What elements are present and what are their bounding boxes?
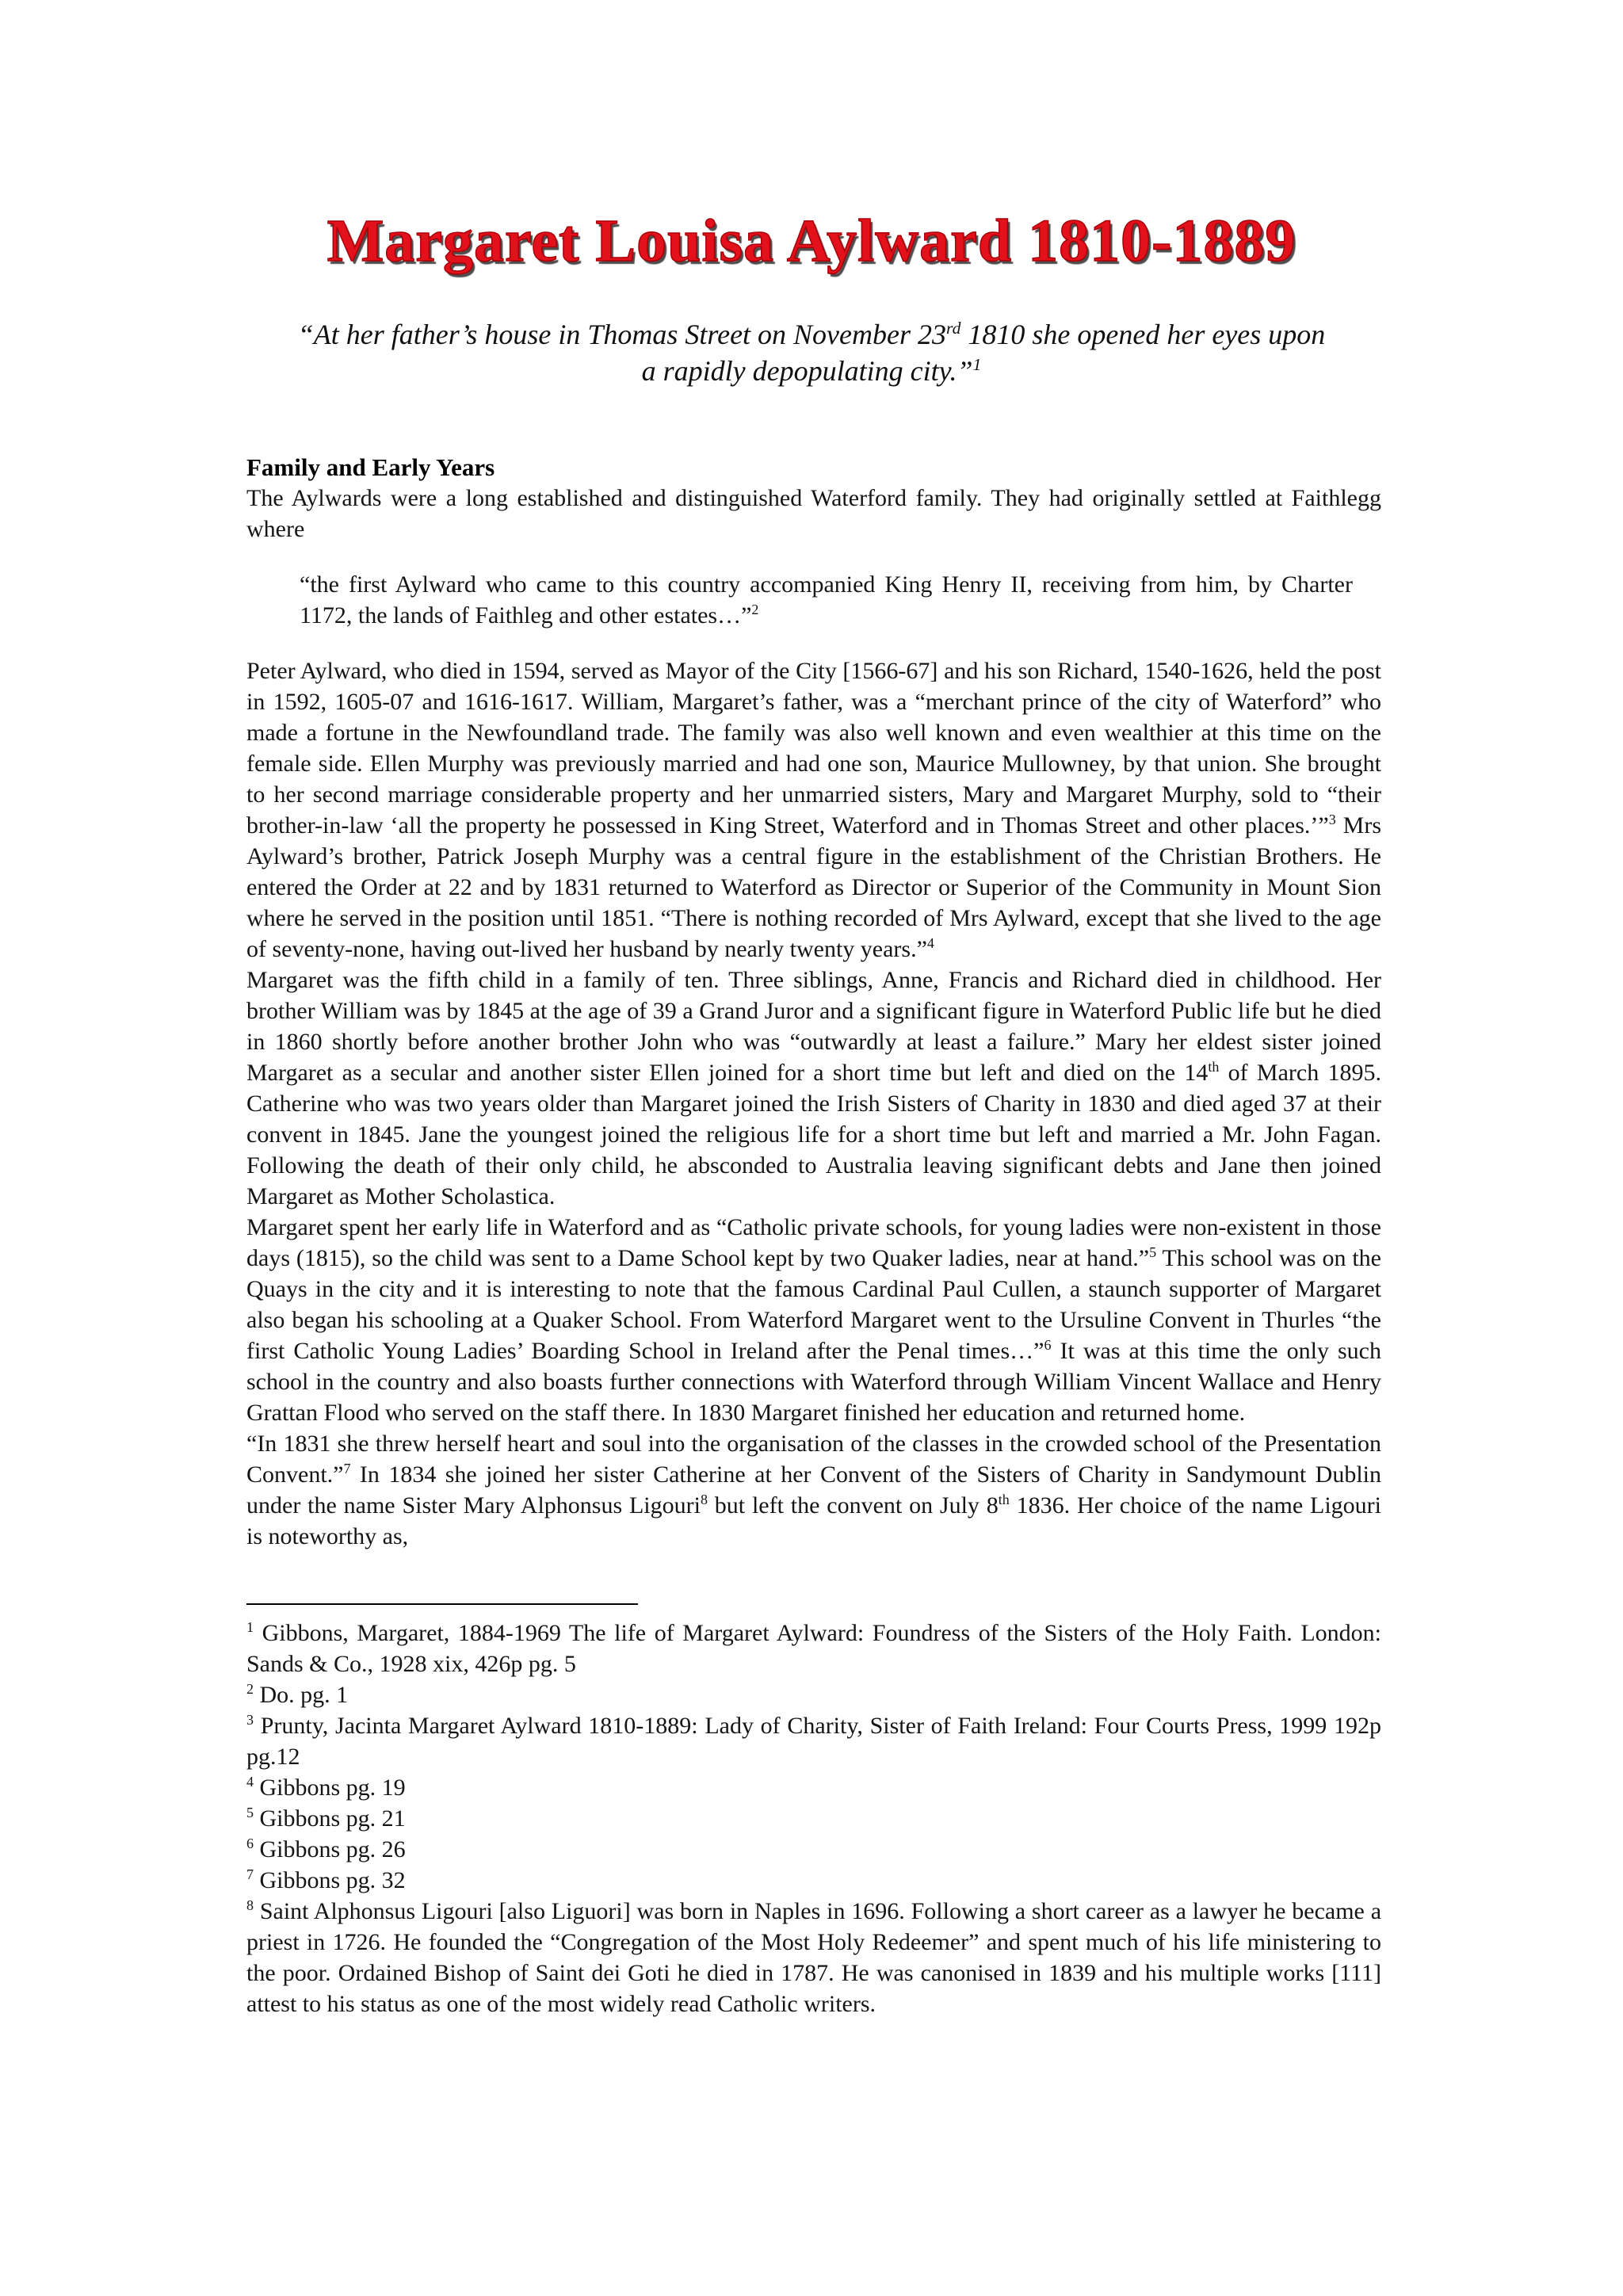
footnote [246, 1803, 1381, 1834]
footnote-number: 6 [246, 1836, 254, 1851]
text-run: Margaret was the fifth child in a family of ten. Three siblings, Anne, Francis and Richard died in childhood. Her brother William was by 1845 at the age of 39 a Grand Juror and a significant figure in Waterford Public life but he died in 1860 shortly before another brother John who was “outwardly at least a failure.” Mary her eldest sister joined Margaret as a secular and another sister Ellen joined for a short time but left and died on the 14 [246, 967, 1381, 1086]
footnote-text: Do. pg. 1 [259, 1682, 349, 1708]
footnote-ref: 5 [1149, 1244, 1157, 1260]
text-run: It was at this time the only such school in the country and also boasts further connections with Waterford through William Vincent Wallace and Henry Grattan Flood who served on the staff there. In 1830 Margaret finished her education and returned home. [246, 1338, 1381, 1426]
text-run: but left the convent on July 8 [707, 1492, 999, 1519]
footnote-text: Prunty, Jacinta Margaret Aylward 1810-1889: Lady of Charity, Sister of Faith Ireland: Four Courts Press, 1999 192p pg.12 [246, 1713, 1381, 1770]
footnote-ref: 4 [926, 935, 934, 951]
paragraph-family-history [246, 655, 1381, 965]
paragraph-siblings [246, 965, 1381, 1212]
footnote-number: 7 [246, 1866, 254, 1882]
footnote-text: Gibbons, Margaret, 1884-1969 The life of Margaret Aylward: Foundress of the Sisters of the Holy Faith. London: Sands & Co., 1928 xix, 426p pg. 5 [246, 1620, 1381, 1677]
footnote-ref: 7 [343, 1461, 351, 1477]
footnote-text: Saint Alphonsus Ligouri [also Liguori] was born in Naples in 1696. Following a short career as a lawyer he became a priest in 1726. He founded the “Congregation of the Most Holy Redeemer” and spent much of his life ministering to the poor. Ordained Bishop of Saint dei Goti he died in 1787. He was canonised in 1839 and his multiple works [111] attest to his status as one of the most widely read Catholic writers. [246, 1898, 1382, 2017]
ordinal-suffix: rd [946, 319, 961, 338]
paragraph-intro [246, 483, 1381, 544]
footnote-ref: 1 [972, 355, 982, 374]
footnote-number: 4 [246, 1774, 254, 1790]
footnote [246, 1679, 1381, 1710]
text-run: “the first Aylward who came to this country accompanied King Henry II, receiving from him, by Charter 1172, the lands of Faithleg and other estates…” [300, 571, 1353, 628]
text-run: Peter Aylward, who died in 1594, served as Mayor of the City [1566-67] and his son Richard, 1540-1626, held the post in 1592, 1605-07 and 1616-1617. William, Margaret’s father, was a “merchant prince of the city of Waterford” who made a fortune in the Newfoundland trade. The family was also well known and even wealthier at this time on the female side. Ellen Murphy was previously married and had one son, Maurice Mullowney, by that union. She brought to her second marriage considerable property and her unmarried sisters, Mary and Margaret Murphy, sold to “their brother-in-law ‘all the property he possessed in King Street, Waterford and in Thomas Street and other places.’” [246, 658, 1381, 839]
text-run: “In 1831 she threw herself heart and soul into the organisation of the classes in the crowded school of the Presentation Convent.” [246, 1431, 1381, 1488]
text-run: Mrs Aylward’s brother, Patrick Joseph Murphy was a central figure in the establishment of the Christian Brothers. He entered the Order at 22 and by 1831 returned to Waterford as Director or Superior of the Community in Mount Sion where he served in the position until 1851. “There is nothing recorded of Mrs Aylward, except that she lived to the age of seventy-none, having out-lived her husband by nearly twenty years.” [246, 812, 1381, 962]
footnote-text: Gibbons pg. 26 [259, 1836, 406, 1862]
footnote-text: Gibbons pg. 21 [259, 1805, 406, 1832]
footnotes-section [246, 1618, 1381, 2019]
footnote-number: 2 [246, 1681, 254, 1697]
document-body [246, 452, 1381, 2019]
footnote [246, 1896, 1381, 2019]
text-run: In 1834 she joined her sister Catherine at her Convent of the Sisters of Charity in Sandymount Dublin under the name Sister Mary Alphonsus Ligouri [246, 1461, 1381, 1519]
text-run: The Aylwards were a long established and distinguished Waterford family. They had originally settled at Faithlegg where [246, 485, 1381, 542]
footnote-divider [246, 1603, 638, 1605]
footnote-number: 1 [246, 1619, 254, 1635]
footnote-number: 8 [246, 1897, 254, 1913]
text-run: 1836. Her choice of the name Ligouri is noteworthy as, [246, 1492, 1381, 1549]
text-run: “At her father’s house in Thomas Street on November 23 [297, 319, 946, 350]
epigraph-quote [296, 316, 1327, 389]
section-heading: Family and Early Years [246, 453, 495, 481]
footnote-text: Gibbons pg. 32 [259, 1867, 406, 1893]
paragraph-convent [246, 1428, 1381, 1552]
footnote-number: 3 [246, 1712, 254, 1728]
ordinal-suffix: th [998, 1492, 1010, 1507]
text-run: of March 1895. Catherine who was two years older than Margaret joined the Irish Sisters of Charity in 1830 and died aged 37 at their convent in 1845. Jane the youngest joined the religious life for a short time but left and married a Mr. John Fagan. Following the death of their only child, he absconded to Australia leaving significant debts and Jane then joined Margaret as Mother Scholastica. [246, 1060, 1381, 1209]
footnote-ref: 3 [1328, 812, 1336, 827]
footnote-number: 5 [246, 1805, 254, 1820]
page-title: Margaret Louisa Aylward 1810-1889 [327, 208, 1296, 274]
ordinal-suffix: th [1208, 1059, 1220, 1075]
text-run: This school was on the Quays in the city and it is interesting to note that the famous Cardinal Paul Cullen, a staunch supporter of Margaret also began his schooling at a Quaker School. From Waterford Margaret went to the Ursuline Convent in Thurles “the first Catholic Young Ladies’ Boarding School in Ireland after the Penal times…” [246, 1245, 1381, 1364]
footnote-text: Gibbons pg. 19 [259, 1775, 406, 1801]
footnote [246, 1865, 1381, 1896]
block-quote [300, 569, 1353, 631]
footnote-ref: 8 [700, 1492, 708, 1507]
footnote [246, 1834, 1381, 1865]
footnote-ref: 2 [751, 602, 759, 617]
footnote-ref: 6 [1044, 1337, 1052, 1353]
paragraph-schooling [246, 1212, 1381, 1428]
footnote [246, 1618, 1381, 1679]
text-run: 1810 she opened her eyes upon a rapidly depopulating city.” [641, 319, 1326, 387]
footnote [246, 1772, 1381, 1803]
text-run: Margaret spent her early life in Waterford and as “Catholic private schools, for young ladies were non-existent in those days (1815), so the child was sent to a Dame School kept by two Quaker ladies, near at hand.” [246, 1214, 1381, 1271]
footnote [246, 1710, 1381, 1772]
